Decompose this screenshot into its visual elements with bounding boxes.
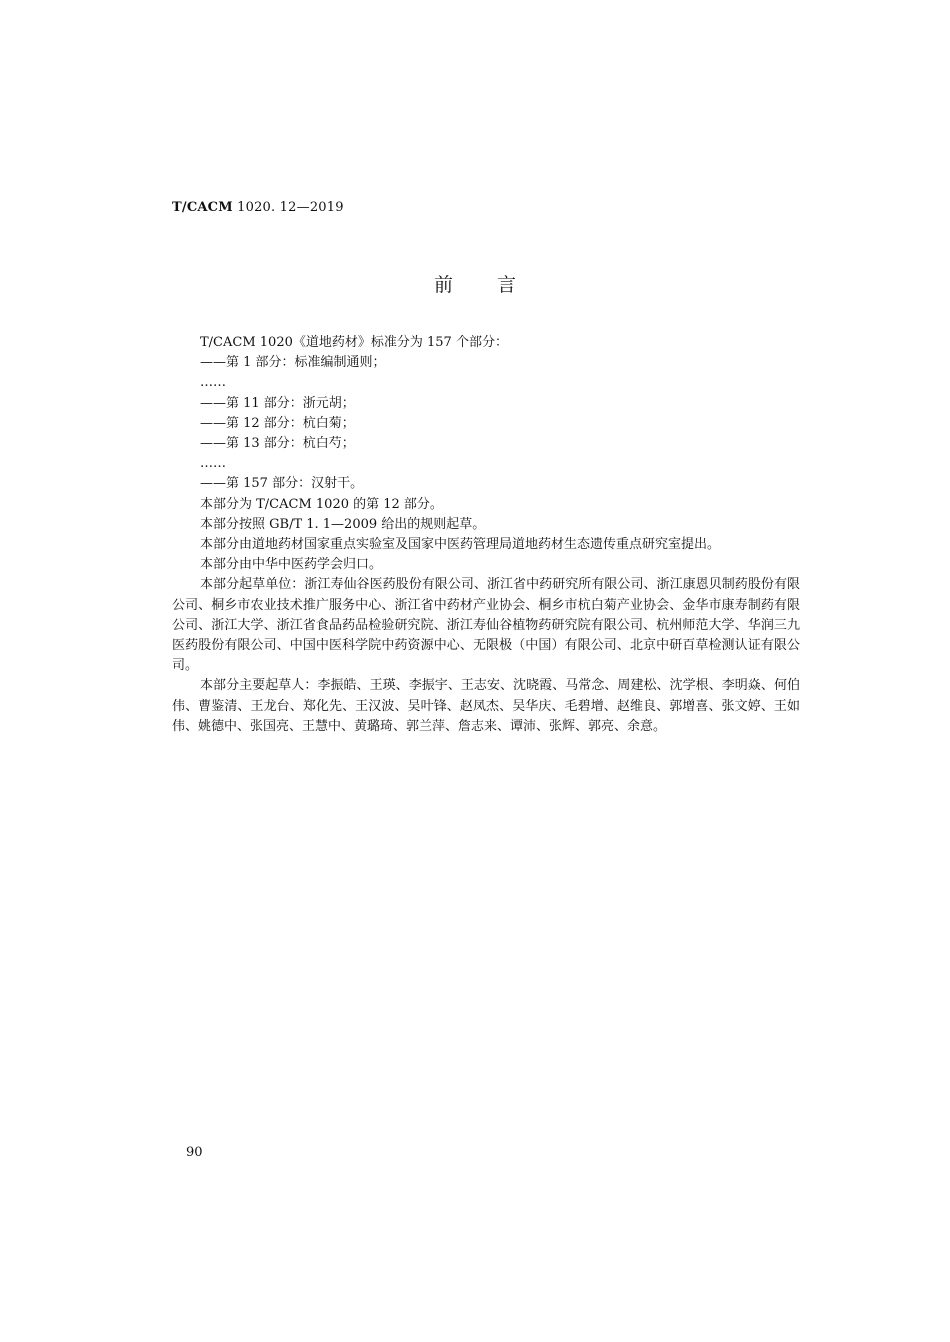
paragraph-part-statement: 本部分为 T/CACM 1020 的第 12 部分。 [200, 496, 443, 512]
paragraph-drafting-rules: 本部分按照 GB/T 1. 1—2009 给出的规则起草。 [200, 516, 486, 532]
paragraph-intro: T/CACM 1020《道地药材》标准分为 157 个部分： [200, 335, 508, 350]
paragraph-drafters: 本部分主要起草人：李振皓、王瑛、李振宇、王志安、沈晓霞、马常念、周建松、沈学根、李明焱、何伯伟、曹鉴清、王龙台、郑化先、王汉波、吴叶锋、赵凤杰、吴华庆、毛碧增、赵维良、郭增喜、张文婷、王如伟、姚德中、张国亮、王慧中、黄璐琦、郭兰萍、詹志来、谭沛、张辉、郭亮、余意。 [172, 678, 800, 734]
list-item-part-12: ——第 12 部分：杭白菊； [200, 415, 355, 431]
list-item-part-157: ——第 157 部分：汉射干。 [200, 476, 364, 492]
standard-code [172, 200, 344, 215]
paragraph-administrator: 本部分由中华中医药学会归口。 [200, 557, 383, 573]
page-number: 90 [186, 1145, 203, 1160]
standard-code-number: 1020. 12—2019 [232, 200, 344, 215]
paragraph-proposer: 本部分由道地药材国家重点实验室及国家中医药管理局道地药材生态遗传重点研究室提出。 [200, 537, 721, 553]
list-item-part-1: ——第 1 部分：标准编制通则； [200, 355, 386, 371]
list-ellipsis: …… [200, 456, 226, 472]
standard-code-prefix: T/CACM [172, 200, 233, 215]
page-title: 前言 [433, 274, 560, 296]
foreword-body [172, 333, 800, 737]
list-item-part-11: ——第 11 部分：浙元胡； [200, 395, 355, 411]
paragraph-drafting-units: 本部分起草单位：浙江寿仙谷医药股份有限公司、浙江省中药研究所有限公司、浙江康恩贝制药股份有限公司、桐乡市农业技术推广服务中心、浙江省中药材产业协会、桐乡市杭白菊产业协会、金华市康寿制药有限公司、浙江大学、浙江省食品药品检验研究院、浙江寿仙谷植物药研究院有限公司、杭州师范大学、华润三九医药股份有限公司、中国中医科学院中药资源中心、无限极（中国）有限公司、北京中研百草检测认证有限公司。 [172, 577, 800, 674]
list-ellipsis: …… [200, 375, 226, 391]
list-item-part-13: ——第 13 部分：杭白芍； [200, 436, 355, 452]
